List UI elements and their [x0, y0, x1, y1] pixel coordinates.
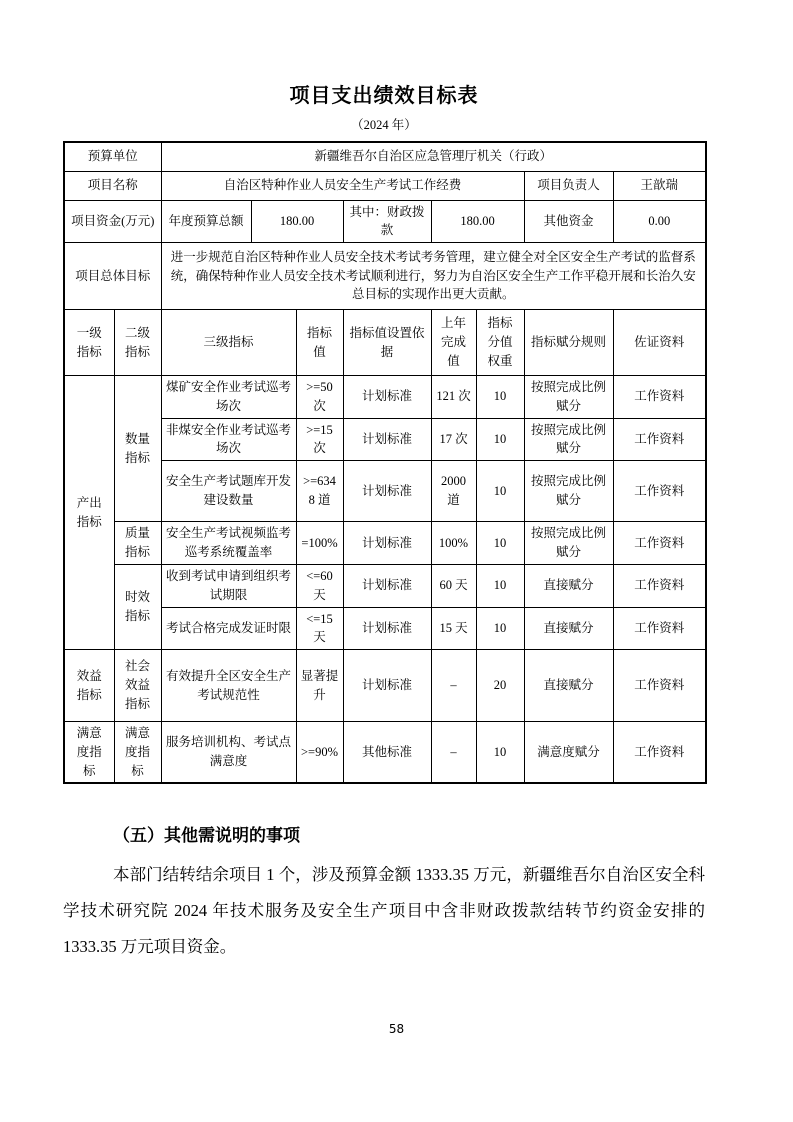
indicator-row: [64, 650, 706, 722]
project-funds-label: 项目资金(万元): [64, 200, 161, 243]
level2-social-benefit: 社会效益指标: [114, 650, 161, 722]
indicator-target: >=90%: [296, 722, 343, 784]
indicator-weight: 10: [476, 722, 524, 784]
annual-budget-value: 180.00: [251, 200, 343, 243]
indicator-basis: 计划标准: [343, 565, 431, 608]
indicator-row: [64, 418, 706, 461]
indicator-prev: 17 次: [431, 418, 476, 461]
page-number: 58: [388, 1022, 405, 1036]
header-target: 指标值: [296, 310, 343, 376]
indicator-name: 安全生产考试视频监考巡考系统覆盖率: [161, 522, 296, 565]
table-row: [64, 171, 706, 200]
indicator-rule: 按照完成比例赋分: [524, 418, 613, 461]
indicator-evidence: 工作资料: [613, 607, 706, 650]
overall-goal-label: 项目总体目标: [64, 243, 161, 310]
indicator-weight: 10: [476, 522, 524, 565]
header-weight: 指标分值权重: [476, 310, 524, 376]
indicator-rule: 按照完成比例赋分: [524, 522, 613, 565]
indicator-basis: 计划标准: [343, 461, 431, 522]
indicator-name: 收到考试申请到组织考试期限: [161, 565, 296, 608]
indicator-basis: 计划标准: [343, 650, 431, 722]
indicator-rule: 按照完成比例赋分: [524, 461, 613, 522]
indicator-weight: 10: [476, 607, 524, 650]
indicator-name: 煤矿安全作业考试巡考场次: [161, 376, 296, 419]
indicator-evidence: 工作资料: [613, 461, 706, 522]
indicator-row: [64, 565, 706, 608]
indicator-target: <=15 天: [296, 607, 343, 650]
indicator-rule: 直接赋分: [524, 650, 613, 722]
level2-quality: 质量指标: [114, 522, 161, 565]
indicator-basis: 其他标准: [343, 722, 431, 784]
indicator-name: 安全生产考试题库开发建设数量: [161, 461, 296, 522]
indicator-basis: 计划标准: [343, 376, 431, 419]
other-funds-value: 0.00: [613, 200, 706, 243]
indicator-evidence: 工作资料: [613, 565, 706, 608]
indicator-prev: 2000 道: [431, 461, 476, 522]
indicator-basis: 计划标准: [343, 418, 431, 461]
indicator-name: 服务培训机构、考试点满意度: [161, 722, 296, 784]
header-level2: 二级指标: [114, 310, 161, 376]
indicator-evidence: 工作资料: [613, 418, 706, 461]
level2-timeliness: 时效指标: [114, 565, 161, 650]
header-level3: 三级指标: [161, 310, 296, 376]
indicator-prev: 121 次: [431, 376, 476, 419]
table-row: [64, 243, 706, 310]
other-funds-label: 其他资金: [524, 200, 613, 243]
level1-satisfaction: 满意度指标: [64, 722, 114, 784]
fiscal-allocation-value: 180.00: [431, 200, 524, 243]
indicator-basis: 计划标准: [343, 607, 431, 650]
level2-satisfaction: 满意度指标: [114, 722, 161, 784]
header-prev: 上年完成值: [431, 310, 476, 376]
document-body: [63, 84, 705, 965]
indicator-row: [64, 522, 706, 565]
indicator-header-row: [64, 310, 706, 376]
indicator-evidence: 工作资料: [613, 522, 706, 565]
project-leader-label: 项目负责人: [524, 171, 613, 200]
page-subtitle: （2024 年）: [351, 118, 417, 132]
indicator-target: >=6348 道: [296, 461, 343, 522]
header-evidence: 佐证资料: [613, 310, 706, 376]
indicator-target: <=60 天: [296, 565, 343, 608]
level1-benefit: 效益指标: [64, 650, 114, 722]
indicator-name: 非煤安全作业考试巡考场次: [161, 418, 296, 461]
indicator-name: 考试合格完成发证时限: [161, 607, 296, 650]
indicator-prev: 100%: [431, 522, 476, 565]
project-leader-value: 王歆瑞: [613, 171, 706, 200]
indicator-weight: 10: [476, 376, 524, 419]
notes-heading: （五）其他需说明的事项: [113, 826, 300, 846]
indicator-weight: 10: [476, 418, 524, 461]
indicator-basis: 计划标准: [343, 522, 431, 565]
indicator-rule: 按照完成比例赋分: [524, 376, 613, 419]
notes-paragraph: 本部门结转结余项目 1 个，涉及预算金额 1333.35 万元，新疆维吾尔自治区安全科学技术研究院 2024 年技术服务及安全生产项目中含非财政拨款结转节约资金安排的 1333.35 万元项目资金。: [63, 865, 705, 957]
indicator-target: 显著提升: [296, 650, 343, 722]
indicator-name: 有效提升全区安全生产考试规范性: [161, 650, 296, 722]
indicator-row: [64, 376, 706, 419]
notes-section: [63, 824, 705, 965]
page-title: 项目支出绩效目标表: [289, 85, 479, 107]
indicator-target: =100%: [296, 522, 343, 565]
level1-output: 产出指标: [64, 376, 114, 650]
indicator-weight: 10: [476, 461, 524, 522]
indicator-prev: –: [431, 722, 476, 784]
indicator-evidence: 工作资料: [613, 376, 706, 419]
table-row: [64, 200, 706, 243]
indicator-row: [64, 461, 706, 522]
budget-unit-label: 预算单位: [64, 142, 161, 171]
indicator-rule: 直接赋分: [524, 565, 613, 608]
overall-goal-value: 进一步规范自治区特种作业人员安全技术考试考务管理，建立健全对全区安全生产考试的监督系统，确保特种作业人员安全技术考试顺利进行，努力为自治区安全生产工作平稳开展和长治久安总目标的实现作出更大贡献。: [161, 243, 706, 310]
indicator-rule: 直接赋分: [524, 607, 613, 650]
indicator-row: [64, 607, 706, 650]
header-level1: 一级指标: [64, 310, 114, 376]
indicator-target: >=15 次: [296, 418, 343, 461]
indicator-weight: 10: [476, 565, 524, 608]
indicator-prev: 60 天: [431, 565, 476, 608]
indicator-target: >=50 次: [296, 376, 343, 419]
indicator-weight: 20: [476, 650, 524, 722]
header-basis: 指标值设置依据: [343, 310, 431, 376]
indicator-evidence: 工作资料: [613, 650, 706, 722]
annual-budget-label: 年度预算总额: [161, 200, 251, 243]
performance-target-table: [63, 141, 707, 784]
budget-unit-value: 新疆维吾尔自治区应急管理厅机关（行政）: [161, 142, 706, 171]
level2-quantity: 数量指标: [114, 376, 161, 522]
indicator-prev: 15 天: [431, 607, 476, 650]
indicator-rule: 满意度赋分: [524, 722, 613, 784]
indicator-evidence: 工作资料: [613, 722, 706, 784]
indicator-row: [64, 722, 706, 784]
header-rule: 指标赋分规则: [524, 310, 613, 376]
project-name-label: 项目名称: [64, 171, 161, 200]
indicator-prev: –: [431, 650, 476, 722]
table-row: [64, 142, 706, 171]
fiscal-allocation-label: 其中：财政拨款: [343, 200, 431, 243]
project-name-value: 自治区特种作业人员安全生产考试工作经费: [161, 171, 524, 200]
